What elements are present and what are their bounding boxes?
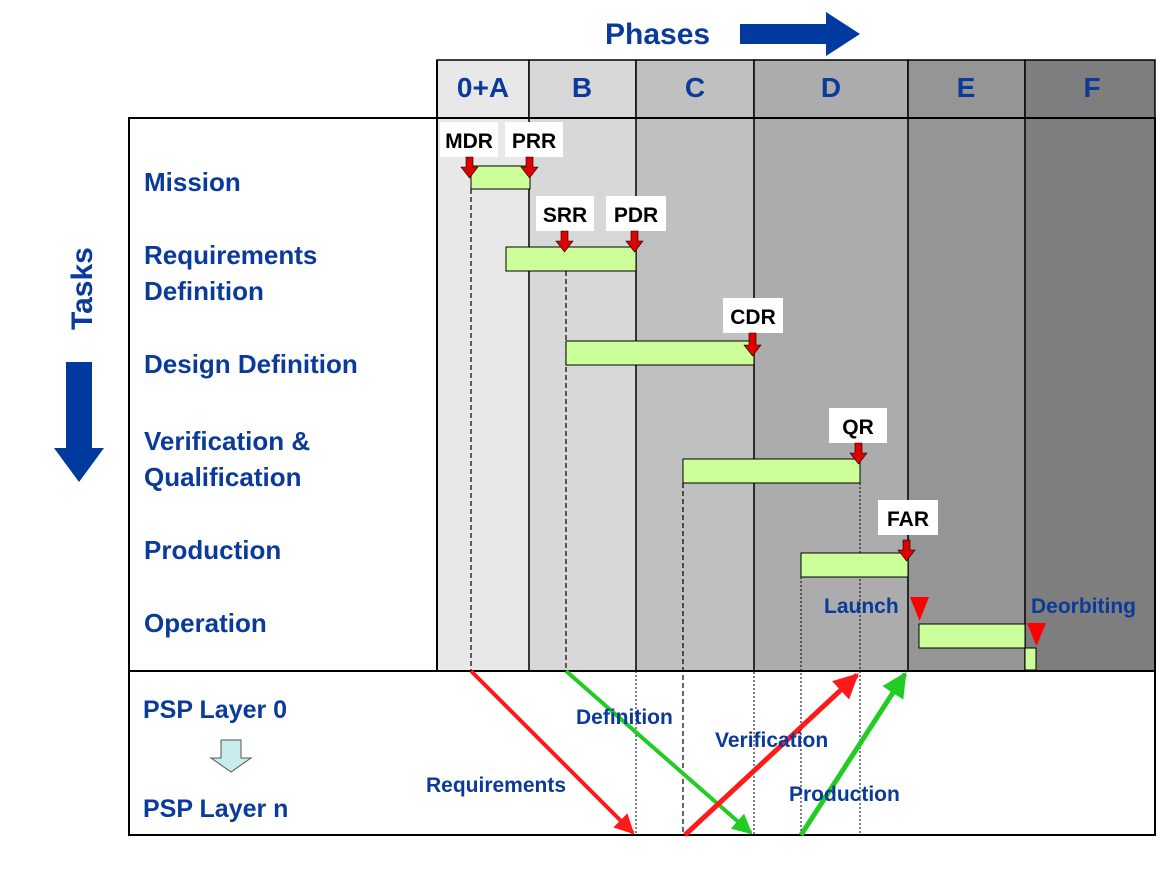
psp-layer-0-label: PSP Layer 0	[143, 696, 288, 724]
task-bar-production	[801, 553, 908, 577]
milestone-far: FAR	[887, 508, 929, 531]
milestone-srr: SRR	[542, 204, 588, 227]
task-bar-operation	[919, 624, 1025, 648]
phase-band-d	[754, 118, 908, 671]
milestone-qr: QR	[842, 416, 874, 439]
task-label-requirements-definition: Requirements Definition	[144, 240, 318, 306]
task-label-verification-qualification: Verification & Qualification	[144, 426, 311, 492]
tasks-title: Tasks	[66, 247, 99, 330]
milestone-mdr: MDR	[445, 130, 493, 153]
task-bar-deorbit	[1025, 648, 1036, 670]
task-label-production: Production	[144, 535, 282, 565]
phase-band-0a	[437, 118, 529, 671]
phase-label-f: F	[1083, 72, 1101, 103]
milestone-pdr: PDR	[613, 204, 659, 227]
phases-right-arrow-icon	[740, 12, 860, 56]
task-label-mission: Mission	[144, 167, 241, 197]
phase-band-e	[908, 118, 1025, 671]
phases-title: Phases	[605, 18, 711, 51]
phase-label-b: B	[571, 72, 593, 103]
flow-label-verification: Verification	[715, 729, 829, 752]
phase-label-e: E	[956, 72, 976, 103]
task-label-operation: Operation	[144, 608, 267, 638]
task-label-design-definition: Design Definition	[144, 349, 358, 379]
phase-label-d: D	[820, 72, 842, 103]
milestone-prr: PRR	[511, 130, 557, 153]
flow-label-requirements: Requirements	[426, 774, 567, 797]
milestone-cdr: CDR	[730, 306, 776, 329]
task-bar-requirements	[506, 247, 636, 271]
event-launch: Launch	[824, 595, 899, 618]
phase-label-c: C	[684, 72, 706, 103]
phase-label-0a: 0+A	[456, 72, 510, 103]
phase-band-f	[1025, 118, 1155, 671]
psp-layer-n-label: PSP Layer n	[143, 795, 289, 823]
task-bar-mission	[471, 166, 530, 189]
tasks-down-arrow-icon	[54, 362, 104, 482]
flow-label-definition: Definition	[576, 706, 673, 729]
task-bar-design	[566, 341, 754, 365]
flow-label-production: Production	[789, 783, 900, 806]
event-deorbiting: Deorbiting	[1031, 595, 1136, 618]
task-bar-verification	[683, 459, 860, 483]
